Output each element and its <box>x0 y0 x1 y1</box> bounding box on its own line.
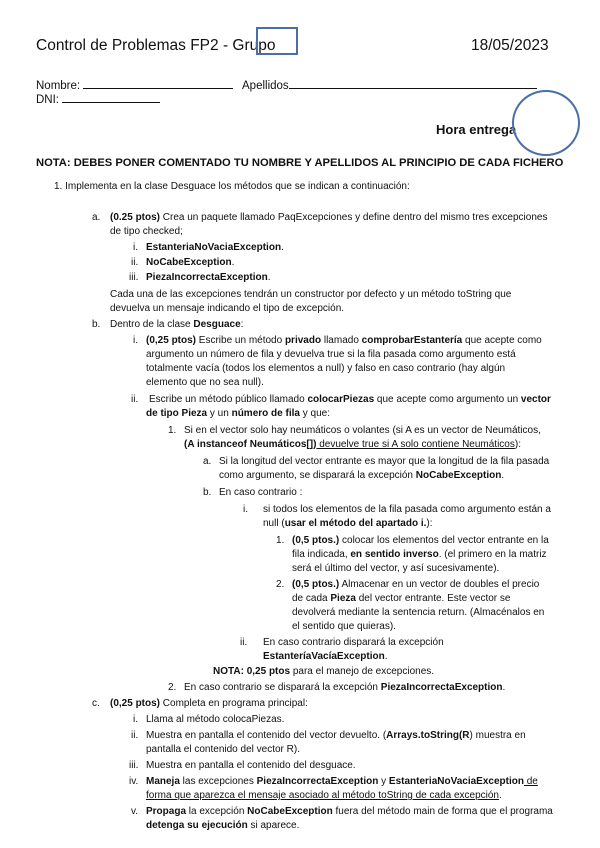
item-c-iii-marker: iii. <box>129 760 139 771</box>
sub-2-pts: (0,5 ptos.) <box>292 579 340 590</box>
step-1b-i-l2c: ): <box>426 518 433 529</box>
sub-2-line1 <box>292 578 539 591</box>
item-c-ii-l1b: Arrays.toString(R <box>386 730 470 741</box>
item-b-i-method: comprobarEstantería <box>361 335 463 346</box>
item-b-ii-method: colocarPiezas <box>307 394 375 405</box>
item-b-i-t1: Escribe un método <box>196 335 285 346</box>
step-1-l2b: devuelve true si A solo contiene Neumáticos <box>316 439 515 450</box>
sub-1-line3: será el último del vector, y así sucesivamente). <box>292 563 500 574</box>
apellidos-line <box>289 78 537 89</box>
question-1: 1. Implementa en la clase Desguace los métodos que se indican a continuación: <box>54 181 410 192</box>
item-c-iv-l1a: Maneja <box>146 776 180 787</box>
item-b-ii-vector: vector <box>520 394 551 405</box>
step-1b-marker: b. <box>203 487 212 498</box>
dni-line <box>62 92 160 103</box>
item-b-marker: b. <box>92 319 101 330</box>
exc-marker-1: i. <box>133 242 138 253</box>
item-c-iv-l1d: y <box>378 776 389 787</box>
item-c-iv-line1 <box>146 775 538 788</box>
item-b-ii-l2b: y un <box>207 408 232 419</box>
step-1b-i-l2a: null ( <box>263 518 285 529</box>
sub-1-pts: (0,5 ptos.) <box>292 535 340 546</box>
sub-2-line4: el sentido que quieras). <box>292 621 396 632</box>
nota-header: NOTA: DEBES PONER COMENTADO TU NOMBRE Y APELLIDOS AL PRINCIPIO DE CADA FICHERO <box>36 157 564 169</box>
item-b-i-line4: elemento que no sea null). <box>146 377 264 388</box>
sub-2-marker: 2. <box>276 579 285 590</box>
exam-title: Control de Problemas FP2 - Grupo <box>36 37 276 54</box>
step-1a-marker: a. <box>203 456 212 467</box>
hora-entrega-circle[interactable] <box>512 90 580 156</box>
sub-1-l2a: fila indicada, <box>292 549 351 560</box>
nota-manejo <box>213 665 434 678</box>
exc-marker-3: iii. <box>129 272 139 283</box>
sub-1-l1: colocar los elementos del vector entrante en la <box>339 535 549 546</box>
item-a-marker: a. <box>92 212 101 223</box>
item-c-iv-l1f: de <box>523 776 538 787</box>
item-c-ii-line1 <box>146 729 526 742</box>
item-b-i-line2: argumento un número de fila y devuelva true si la fila pasada como argumento está <box>146 349 516 360</box>
item-b-i-line3: totalmente vacía (todos los elementos a null) y falso en caso contrario (hay algún <box>146 363 506 374</box>
grupo-box[interactable] <box>256 27 298 55</box>
item-b-i-t3: que acepte como <box>462 335 542 346</box>
item-c-iii-text: Muestra en pantalla el contenido del desguace. <box>146 760 356 771</box>
item-b-ii-marker: ii. <box>131 394 139 405</box>
step-1a-line1: Si la longitud del vector entrante es mayor que la longitud de la fila pasada <box>219 456 550 467</box>
item-b-class: Desguace <box>193 319 241 330</box>
item-b-ii-line2 <box>146 407 330 420</box>
hora-entrega-label: Hora entrega <box>436 122 517 137</box>
apellidos-field[interactable] <box>242 78 537 92</box>
sub-2-line3: devolverá mediante la sentencia return. (Almacénalos en <box>292 607 545 618</box>
step-1b-ii-line1: En caso contrario disparará la excepción <box>263 637 444 648</box>
dni-field[interactable] <box>36 92 160 106</box>
nota-manejo-b: 0,25 ptos <box>246 666 291 677</box>
item-c-v-l2b: si aparece. <box>247 820 300 831</box>
item-a-line1 <box>110 211 547 224</box>
item-c-ii-l1a: Muestra en pantalla el contenido del vector devuelto. ( <box>146 730 387 741</box>
item-c-v-l1a: Propaga <box>146 806 187 817</box>
exc-item-2-text: NoCabeException <box>146 257 232 268</box>
step-1b-i-line1: si todos los elementos de la fila pasada como argumento están a <box>263 504 551 515</box>
step-1-l2a: (A instanceof Neumáticos[]) <box>184 439 317 450</box>
item-c-i-marker: i. <box>133 714 138 725</box>
item-b-intro: Dentro de la clase Desguace: <box>110 319 244 330</box>
item-c-i-text: Llama al método colocaPiezas. <box>146 714 285 725</box>
item-c-iv-l1b: las excepciones <box>179 776 257 787</box>
exc-marker-2: ii. <box>131 257 139 268</box>
nombre-field[interactable] <box>36 78 233 92</box>
item-c-iv-l1e: EstanteriaNoVaciaException <box>388 776 524 787</box>
item-a-note2: devuelva un mensaje indicando el tipo de excepción. <box>110 303 345 314</box>
exc-item-1-text: EstanteriaNoVaciaException <box>146 242 282 253</box>
item-b-intro-text: Dentro de la clase <box>110 319 194 330</box>
item-b-i-privado: privado <box>284 335 322 346</box>
item-c-iv-marker: iv. <box>129 776 139 787</box>
sub-2-line2 <box>292 592 510 605</box>
item-c-v-line2 <box>146 819 299 832</box>
step-1-line2 <box>184 438 521 451</box>
step-1b-text: En caso contrario : <box>219 487 303 498</box>
step-1b-ii-line2: EstanteríaVacíaException. <box>263 651 388 662</box>
item-c-v-l1d: fuera del método main de forma que el programa <box>332 806 553 817</box>
sub-1-line2 <box>292 548 547 561</box>
step-1b-i-line2 <box>263 517 433 530</box>
nombre-label: Nombre: <box>36 80 81 92</box>
step-1-marker: 1. <box>168 425 177 436</box>
dni-label: DNI: <box>36 94 59 106</box>
item-c-v-line1 <box>146 805 553 818</box>
step-1b-ii-marker: ii. <box>240 637 248 648</box>
item-b-ii-l2d: y que: <box>299 408 330 419</box>
exc-item-3: PiezaIncorrectaException. <box>146 272 271 283</box>
sub-1-l2c: . (el primero en la matriz <box>438 549 547 560</box>
item-a-line2: de tipo checked; <box>110 226 183 237</box>
step-1b-i-l2b: usar el método del apartado i. <box>284 518 427 529</box>
sub-2-l2a: de cada <box>292 593 331 604</box>
step-2-text: En caso contrario se disparará la excepción PiezaIncorrectaException. <box>184 682 506 693</box>
item-a-pts: (0.25 ptos) <box>110 212 161 223</box>
item-c-intro <box>110 697 308 710</box>
item-c-ii-marker: ii. <box>131 730 139 741</box>
item-b-ii-l2c: número de fila <box>231 408 300 419</box>
sub-2-l2b: Pieza <box>330 593 356 604</box>
exc-item-2: NoCabeException. <box>146 257 235 268</box>
nota-manejo-a: NOTA: <box>213 666 247 677</box>
item-c-iv-l1c: PiezaIncorrectaException <box>256 776 379 787</box>
item-c-v-l1c: NoCabeException <box>247 806 333 817</box>
item-c-v-marker: v. <box>131 806 139 817</box>
item-c-v-l2a: detenga su ejecución <box>146 820 248 831</box>
step-2-t1: En caso contrario se disparará la excepción <box>184 682 381 693</box>
step-1a-l2b: NoCabeException <box>415 470 502 481</box>
step-1b-ii-exc: EstanteríaVacíaException <box>263 651 385 662</box>
item-c-marker: c. <box>92 698 100 709</box>
step-2-marker: 2. <box>168 682 177 693</box>
step-1-l2c: ): <box>514 439 521 450</box>
sub-2-l2c: del vector entrante. Este vector se <box>355 593 511 604</box>
sub-1-marker: 1. <box>276 535 285 546</box>
item-c-ii-line2: pantalla el contenido del vector R). <box>146 744 300 755</box>
item-c-iv-l2: forma que aparezca el mensaje asociado al método toString de cada excepción <box>146 790 499 801</box>
sub-1-line1 <box>292 534 549 547</box>
item-c-ii-l1c: ) muestra en <box>469 730 526 741</box>
nota-manejo-c: para el manejo de excepciones. <box>290 666 435 677</box>
item-b-ii-line1 <box>149 393 551 406</box>
item-b-i-t2: llamado <box>321 335 362 346</box>
nombre-line <box>83 78 233 89</box>
item-a-text: Crea un paquete llamado PaqExcepciones y define dentro del mismo tres excepciones <box>160 212 548 223</box>
item-c-iv-line2: forma que aparezca el mensaje asociado al método toString de cada excepción. <box>146 790 502 801</box>
step-2-exc: PiezaIncorrectaException <box>380 682 503 693</box>
step-1a-l2a: como argumento, se disparará la excepción <box>219 470 416 481</box>
item-b-ii-t1: Escribe un método público llamado <box>149 394 308 405</box>
sub-2-l1: Almacenar en un vector de doubles el precio <box>339 579 540 590</box>
sub-1-l2b: en sentido inverso <box>350 549 439 560</box>
exc-item-1: EstanteriaNoVaciaException. <box>146 242 284 253</box>
item-b-ii-t2: que acepte como argumento un <box>374 394 521 405</box>
item-b-i-marker: i. <box>133 335 138 346</box>
item-c-pts: (0,25 ptos) <box>110 698 161 709</box>
item-b-ii-l2a: de tipo Pieza <box>146 408 208 419</box>
item-c-intro-text: Completa en programa principal: <box>160 698 308 709</box>
exc-item-3-text: PiezaIncorrectaException <box>146 272 268 283</box>
item-c-v-l1b: la excepción <box>186 806 248 817</box>
item-b-i-pts: (0,25 ptos) <box>146 335 197 346</box>
step-1-line1: Si en el vector solo hay neumáticos o volantes (si A es un vector de Neumáticos, <box>184 425 541 436</box>
item-a-note1: Cada una de las excepciones tendrán un constructor por defecto y un método toString que <box>110 289 512 300</box>
step-1b-i-marker: i. <box>243 504 248 515</box>
exam-date: 18/05/2023 <box>471 37 549 54</box>
step-1a-line2: como argumento, se disparará la excepción NoCabeException. <box>219 470 505 481</box>
item-b-i-line1 <box>146 334 542 347</box>
apellidos-label: Apellidos <box>242 80 289 92</box>
